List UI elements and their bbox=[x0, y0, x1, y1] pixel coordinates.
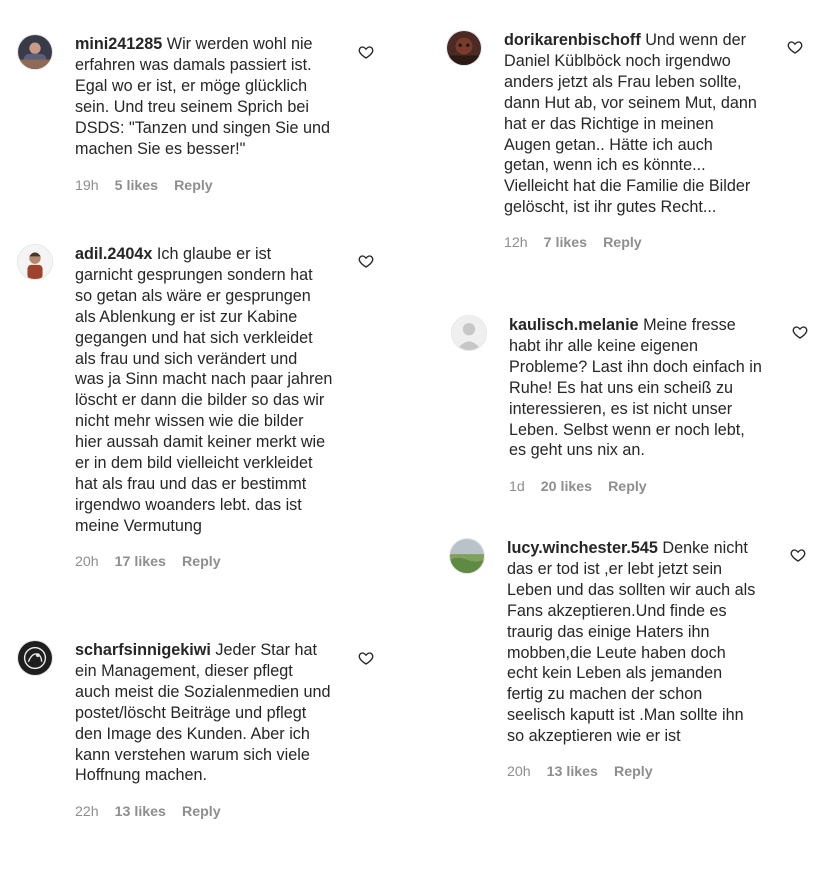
likes-count[interactable]: 5 likes bbox=[114, 178, 159, 194]
likes-count[interactable]: 7 likes bbox=[543, 235, 588, 251]
comment-text bbox=[507, 538, 807, 747]
like-button[interactable] bbox=[358, 253, 374, 269]
comment-text bbox=[75, 34, 375, 159]
comment-body: Und wenn der Daniel Küblböck noch irgendwo anders jetzt als Frau leben sollte, dann Hut ab, vor seinem Mut, dann hat er das Richtige in meinen Augen getan.. Hätte ich auch getan, wenn ich es könnte... Vielleicht hat die Familie die Bilder gelöscht, ist ihr gutes Recht... bbox=[504, 31, 757, 217]
reply-button[interactable]: Reply bbox=[603, 235, 642, 251]
reply-button[interactable]: Reply bbox=[174, 178, 213, 194]
comment-meta bbox=[75, 178, 213, 194]
comment-meta bbox=[509, 479, 647, 495]
reply-button[interactable]: Reply bbox=[608, 479, 647, 495]
comment-item bbox=[17, 34, 387, 204]
like-button[interactable] bbox=[790, 547, 806, 563]
comment-meta bbox=[507, 764, 653, 780]
comment-body: Wir werden wohl nie erfahren was damals passiert ist. Egal wo er ist, er möge glücklich sein. Und treu seinem Sprich bei DSDS: "Tanzen und singen Sie und machen Sie es besser!" bbox=[75, 35, 331, 158]
likes-count[interactable]: 13 likes bbox=[114, 804, 166, 820]
comment-time[interactable]: 20h bbox=[507, 764, 531, 780]
comment-item bbox=[449, 538, 816, 788]
like-button[interactable] bbox=[358, 650, 374, 666]
comment-time[interactable]: 19h bbox=[75, 178, 99, 194]
avatar[interactable] bbox=[17, 640, 53, 676]
comment-item bbox=[17, 640, 387, 830]
comment-body: Meine fresse habt ihr alle keine eigenen Probleme? Last ihn doch einfach in Ruhe! Es hat uns ein scheiß zu interessieren, es ist nicht unser Leben. Selbst wenn er noch lebt, es geht uns nix an. bbox=[509, 316, 762, 460]
comment-body: Jeder Star hat ein Management, dieser pflegt auch meist die Sozialenmedien und postet/löscht Beiträge und pflegt den Image des Kunden. Aber ich kann verstehen warum sich viele Hoffnung machen. bbox=[75, 641, 331, 785]
comment-time[interactable]: 22h bbox=[75, 804, 99, 820]
comment-username[interactable]: kaulisch.melanie bbox=[509, 316, 639, 334]
comment-body: Ich glaube er ist garnicht gesprungen sondern hat so getan als wäre er gesprungen als Ablenkung er ist zur Kabine gegangen und hat sich verkleidet als frau und sich verändert und was ja Sinn macht nach paar jahren löscht er dann die bilder so das wir nicht mehr wissen wie die bilder hier aussah damit keiner merkt wie er in dem bild vielleicht verkleidet hat als frau und das er bestimmt irgendwo woanders lebt. das ist meine Vermutung bbox=[75, 245, 333, 535]
like-button[interactable] bbox=[358, 44, 374, 60]
avatar[interactable] bbox=[446, 30, 482, 66]
heart-outline-icon bbox=[787, 39, 803, 55]
comment-time[interactable]: 1d bbox=[509, 479, 525, 495]
comment-item bbox=[17, 244, 387, 574]
comment-text bbox=[75, 640, 375, 786]
likes-count[interactable]: 20 likes bbox=[540, 479, 593, 495]
comment-text bbox=[509, 315, 809, 461]
like-button[interactable] bbox=[792, 324, 808, 340]
heart-outline-icon bbox=[358, 650, 374, 666]
avatar[interactable] bbox=[451, 315, 487, 351]
reply-button[interactable]: Reply bbox=[181, 804, 221, 820]
heart-outline-icon bbox=[358, 44, 374, 60]
comment-username[interactable]: scharfsinnigekiwi bbox=[75, 641, 211, 659]
comment-username[interactable]: dorikarenbischoff bbox=[504, 31, 641, 49]
likes-count[interactable]: 13 likes bbox=[546, 764, 598, 780]
avatar[interactable] bbox=[17, 244, 53, 280]
comment-meta bbox=[75, 804, 221, 820]
comment-username[interactable]: lucy.winchester.545 bbox=[507, 539, 658, 557]
comment-username[interactable]: mini241285 bbox=[75, 35, 163, 53]
avatar[interactable] bbox=[17, 34, 53, 70]
comment-text bbox=[504, 30, 804, 218]
heart-outline-icon bbox=[358, 253, 374, 269]
comment-time[interactable]: 12h bbox=[504, 235, 528, 251]
reply-button[interactable]: Reply bbox=[613, 764, 653, 780]
avatar[interactable] bbox=[449, 538, 485, 574]
likes-count[interactable]: 17 likes bbox=[114, 554, 166, 570]
heart-outline-icon bbox=[790, 547, 806, 563]
comment-username[interactable]: adil.2404x bbox=[75, 245, 153, 263]
reply-button[interactable]: Reply bbox=[181, 554, 221, 570]
heart-outline-icon bbox=[792, 324, 808, 340]
comment-body: Denke nicht das er tod ist ,er lebt jetzt sein Leben und das sollten wir auch als Fans akzeptieren.Und finde es traurig das einige Haters ihn mobben,die Leute haben doch echt kein Leben als jemanden fertig zu machen der schon seelisch kaputt ist .Man sollte ihn so akzeptieren wie er ist bbox=[507, 539, 756, 746]
like-button[interactable] bbox=[787, 39, 803, 55]
comment-meta bbox=[504, 235, 642, 251]
comment-item bbox=[446, 30, 816, 260]
comment-time[interactable]: 20h bbox=[75, 554, 99, 570]
comment-text bbox=[75, 244, 375, 537]
comment-meta bbox=[75, 554, 221, 570]
comment-item bbox=[451, 315, 816, 505]
